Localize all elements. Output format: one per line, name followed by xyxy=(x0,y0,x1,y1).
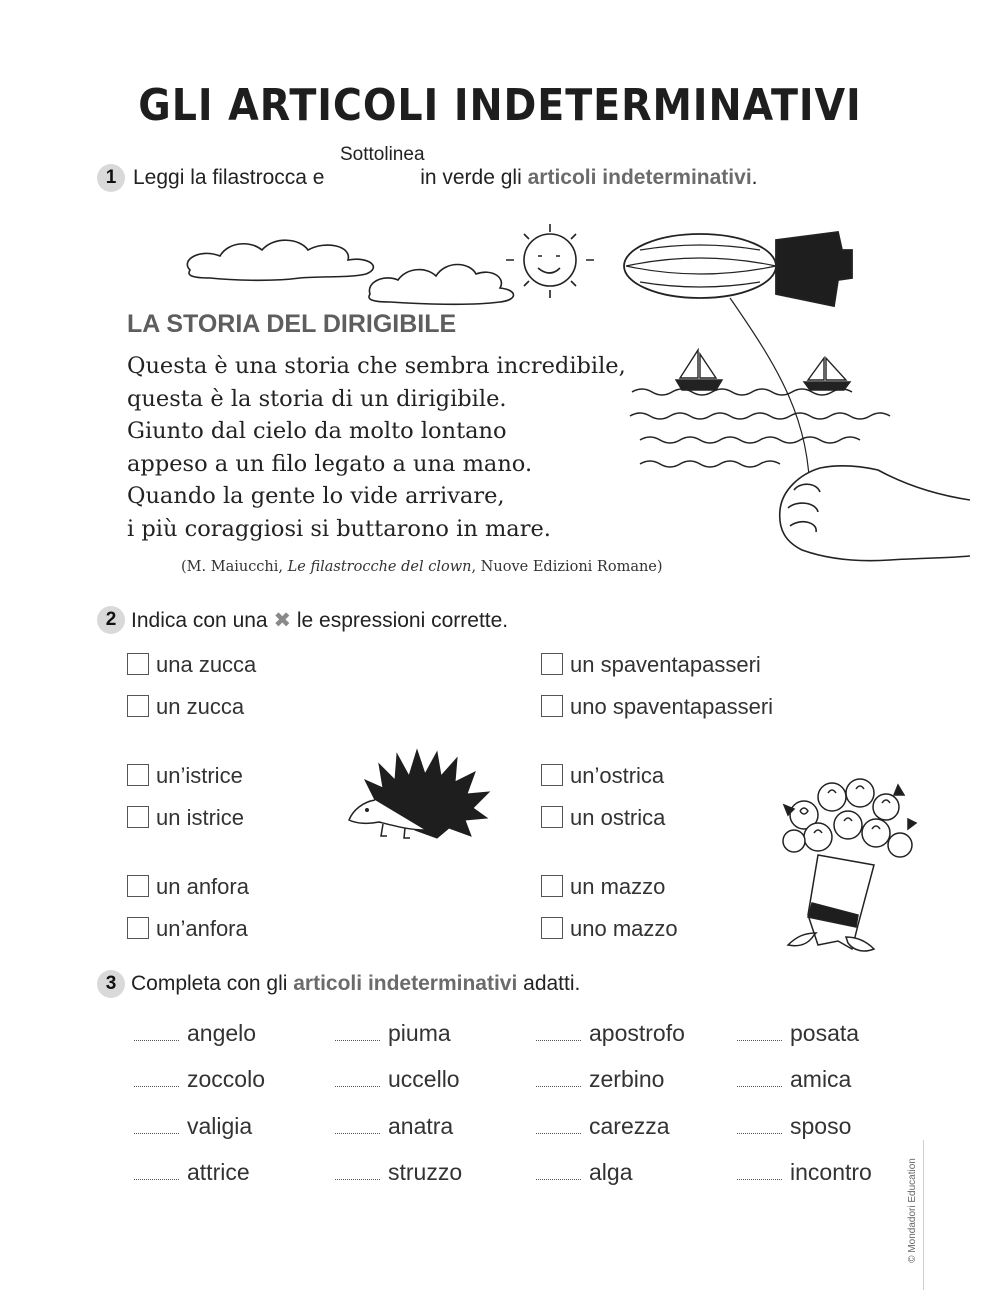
poem-line: i più coraggiosi si buttarono in mare. xyxy=(127,515,551,542)
poem-line: questa è la storia di un dirigibile. xyxy=(127,385,507,412)
checkbox[interactable] xyxy=(541,806,563,828)
fill-word: sposo xyxy=(790,1113,852,1139)
exercise-3-text-after: adatti. xyxy=(517,972,581,995)
bouquet-illustration xyxy=(778,775,918,955)
checkbox[interactable] xyxy=(127,917,149,939)
exercise-1-number: 1 xyxy=(97,164,125,192)
fill-item[interactable] xyxy=(134,1159,250,1186)
fill-item[interactable] xyxy=(335,1113,453,1140)
fill-item[interactable] xyxy=(134,1020,256,1047)
poem-line: Giunto dal cielo da molto lontano xyxy=(127,418,507,444)
exercise-3-instruction xyxy=(131,972,580,996)
option-row[interactable] xyxy=(541,694,773,720)
blank-field[interactable] xyxy=(335,1086,380,1087)
option-label: un’istrice xyxy=(156,763,243,788)
option-label: un zucca xyxy=(156,694,245,719)
checkbox[interactable] xyxy=(127,695,149,717)
exercise-2-text-before: Indica con una xyxy=(131,609,274,632)
option-row[interactable] xyxy=(541,652,761,678)
fill-item[interactable] xyxy=(134,1066,265,1093)
fill-item[interactable] xyxy=(536,1066,664,1093)
option-row[interactable] xyxy=(127,694,244,720)
blank-field[interactable] xyxy=(134,1040,179,1041)
fill-item[interactable] xyxy=(335,1159,462,1186)
poem-line: Questa è una storia che sembra incredibile, xyxy=(127,353,626,379)
exercise-2-text-after: le espressioni corrette. xyxy=(291,609,509,632)
fill-word: amica xyxy=(790,1066,852,1092)
blank-field[interactable] xyxy=(536,1179,581,1180)
exercise-3-text-before: Completa con gli xyxy=(131,972,294,995)
hand-drawing xyxy=(780,466,970,561)
exercise-1-end: . xyxy=(751,166,758,189)
checkbox[interactable] xyxy=(127,875,149,897)
option-label: un’anfora xyxy=(156,916,248,941)
fill-word: attrice xyxy=(187,1159,250,1185)
blank-field[interactable] xyxy=(134,1086,179,1087)
option-label: un anfora xyxy=(156,874,249,899)
overlay-sottolinea-label: Sottolinea xyxy=(340,144,425,165)
checkbox[interactable] xyxy=(127,653,149,675)
copyright-notice: © Mondadori Education xyxy=(906,1158,918,1263)
checkbox[interactable] xyxy=(127,764,149,786)
cross-icon: ✖ xyxy=(273,609,292,632)
poem-title: LA STORIA DEL DIRIGIBILE xyxy=(127,310,457,338)
sun-drawing xyxy=(506,224,594,298)
clouds-drawing xyxy=(187,240,513,304)
boats-drawing xyxy=(676,350,850,390)
fill-item[interactable] xyxy=(536,1159,632,1186)
option-label: un mazzo xyxy=(570,874,666,899)
option-row[interactable] xyxy=(541,805,665,831)
blank-field[interactable] xyxy=(335,1179,380,1180)
option-label: uno mazzo xyxy=(570,916,678,941)
blank-field[interactable] xyxy=(536,1133,581,1134)
option-row[interactable] xyxy=(127,874,249,900)
poem-source xyxy=(181,559,663,575)
option-label: uno spaventapasseri xyxy=(570,694,774,719)
option-row[interactable] xyxy=(127,763,243,789)
blank-field[interactable] xyxy=(536,1040,581,1041)
exercise-2-instruction xyxy=(131,608,508,633)
blank-field[interactable] xyxy=(737,1040,782,1041)
option-label: un istrice xyxy=(156,805,245,830)
checkbox[interactable] xyxy=(541,695,563,717)
exercise-1-highlight: articoli indeterminativi xyxy=(527,166,752,189)
fill-word: piuma xyxy=(388,1020,451,1046)
option-label: un spaventapasseri xyxy=(570,652,761,677)
checkbox[interactable] xyxy=(541,764,563,786)
fill-word: zoccolo xyxy=(187,1066,265,1092)
option-row[interactable] xyxy=(541,916,678,942)
fill-word: anatra xyxy=(388,1113,454,1139)
blank-field[interactable] xyxy=(536,1086,581,1087)
fill-word: posata xyxy=(790,1020,860,1046)
option-row[interactable] xyxy=(541,763,664,789)
fill-word: alga xyxy=(589,1159,633,1185)
poem-line: Quando la gente lo vide arrivare, xyxy=(127,483,505,509)
fill-word: zerbino xyxy=(589,1066,665,1092)
fill-item[interactable] xyxy=(536,1020,685,1047)
source-book: Le filastrocche del clown xyxy=(287,559,472,575)
blank-field[interactable] xyxy=(737,1133,782,1134)
poem-line: appeso a un filo legato a una mano. xyxy=(127,450,533,477)
exercise-1-instruction xyxy=(133,166,758,190)
source-publisher: , Nuove Edizioni Romane) xyxy=(471,559,663,575)
fill-word: struzzo xyxy=(388,1159,463,1185)
fill-item[interactable] xyxy=(536,1113,670,1140)
margin-divider xyxy=(923,1140,924,1290)
fill-item[interactable] xyxy=(335,1066,460,1093)
checkbox[interactable] xyxy=(541,917,563,939)
fill-item[interactable] xyxy=(737,1020,859,1047)
fill-item[interactable] xyxy=(134,1113,252,1140)
option-label: un ostrica xyxy=(570,805,666,830)
exercise-1-text-before: Leggi la filastrocca e xyxy=(133,166,325,189)
checkbox[interactable] xyxy=(541,653,563,675)
fill-item[interactable] xyxy=(737,1113,851,1140)
option-label: una zucca xyxy=(156,652,257,677)
blank-field[interactable] xyxy=(737,1179,782,1180)
fill-word: apostrofo xyxy=(589,1020,685,1046)
fill-item[interactable] xyxy=(335,1020,451,1047)
poem-text xyxy=(127,350,626,545)
blank-field[interactable] xyxy=(335,1040,380,1041)
fill-item[interactable] xyxy=(737,1066,851,1093)
checkbox[interactable] xyxy=(127,806,149,828)
page-title: GLI ARTICOLI INDETERMINATIVI xyxy=(138,80,862,131)
source-author: (M. Maiucchi, xyxy=(181,559,288,575)
fill-word: valigia xyxy=(187,1113,253,1139)
fill-item[interactable] xyxy=(737,1159,872,1186)
exercise-2-number: 2 xyxy=(97,606,125,634)
blank-field[interactable] xyxy=(737,1086,782,1087)
option-label: un’ostrica xyxy=(570,763,665,788)
fill-word: uccello xyxy=(388,1066,460,1092)
option-row[interactable] xyxy=(127,916,248,942)
exercise-3-highlight: articoli indeterminativi xyxy=(293,972,518,995)
checkbox[interactable] xyxy=(541,875,563,897)
blank-field[interactable] xyxy=(134,1179,179,1180)
fill-word: carezza xyxy=(589,1113,670,1139)
fill-word: angelo xyxy=(187,1020,257,1046)
hedgehog-illustration xyxy=(345,740,495,850)
blank-field[interactable] xyxy=(134,1133,179,1134)
blank-field[interactable] xyxy=(335,1133,380,1134)
fill-word: incontro xyxy=(790,1159,872,1185)
exercise-3-number: 3 xyxy=(97,970,125,998)
option-row[interactable] xyxy=(127,652,256,678)
waves-drawing xyxy=(630,389,890,467)
option-row[interactable] xyxy=(127,805,244,831)
option-row[interactable] xyxy=(541,874,665,900)
exercise-1-text-after: in verde gli xyxy=(414,166,528,189)
